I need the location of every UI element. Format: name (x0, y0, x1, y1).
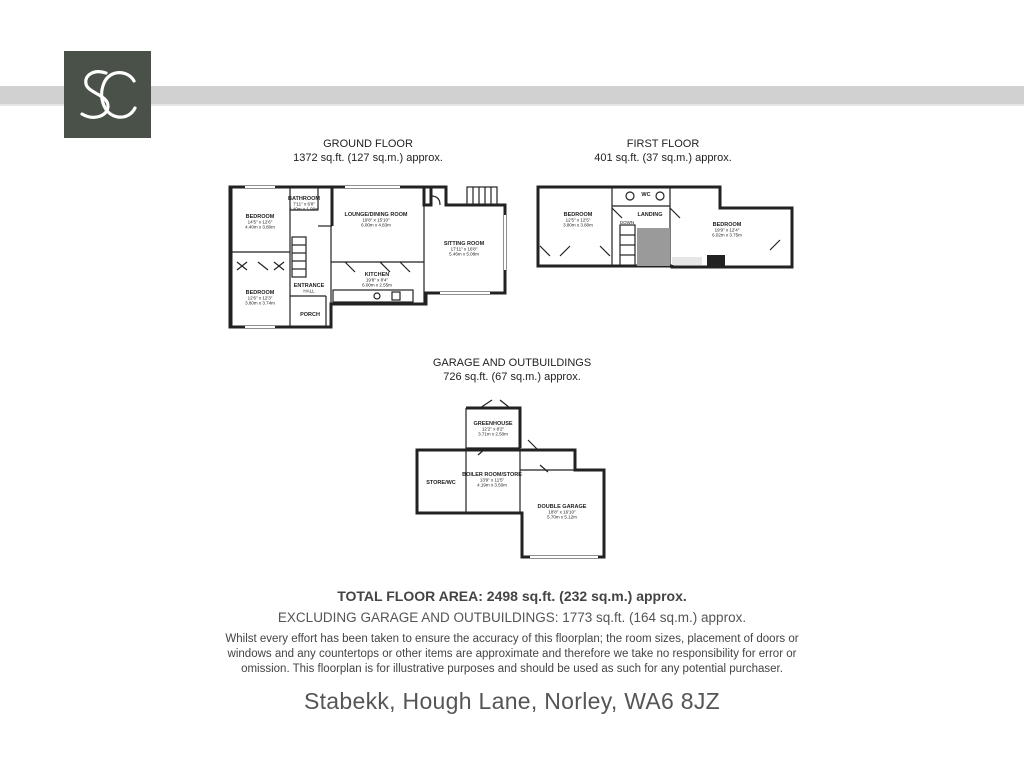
room-name: BATHROOM (288, 196, 320, 202)
disclaimer-line: Whilst every effort has been taken to ensure the accuracy of this floorplan; the room sizes, placement of doors or (225, 633, 799, 645)
room-dimensions-imperial: 7'11" x 6'8" (293, 201, 315, 207)
room-name: BEDROOM (245, 214, 275, 220)
room-dimensions-metric: 5.46m x 5.08m (449, 251, 479, 257)
room-dimensions-imperial: 13'9" x 11'5" (479, 477, 505, 483)
room-dimensions-imperial: 12'5" x 12'5" (565, 217, 591, 223)
room-dimensions-imperial: 12'2" x 8'2" (481, 426, 505, 432)
room-name: BEDROOM (712, 222, 742, 228)
room-name: ENTRANCE (293, 283, 325, 289)
disclaimer (200, 632, 824, 677)
room-dimensions-imperial: 18'8" x 16'10" (548, 509, 576, 515)
room-name: SITTING ROOM (443, 241, 485, 247)
room-dimensions-metric: 6.00m x 4.83m (361, 222, 391, 228)
room-name: BOILER ROOM/STORE (462, 472, 522, 478)
garage-area: 726 sq.ft. (67 sq.m.) approx. (443, 371, 581, 383)
room-name: KITCHEN (364, 272, 390, 278)
room-dimensions-imperial: 12'6" x 12'3" (247, 295, 273, 301)
room-name: BEDROOM (563, 212, 593, 218)
room-name: WC (641, 192, 651, 198)
ground-floor-plan (230, 187, 505, 327)
first-floor-title: FIRST FLOOR (626, 138, 700, 150)
room-dimensions-metric: 2.40m x 1.99m (289, 206, 319, 212)
room-dimensions-metric: 5.70m x 5.12m (547, 514, 577, 520)
room-name: LOUNGE/DINING ROOM (344, 212, 408, 218)
excluding-garage-area: EXCLUDING GARAGE AND OUTBUILDINGS: 1773 sq.ft. (164 sq.m.) approx. (277, 610, 747, 625)
room-dimensions-imperial: 19'8" x 8'4" (365, 277, 389, 283)
room-name: LANDING (637, 212, 663, 218)
room-name: STORE/WC (426, 480, 456, 486)
room-dimensions-metric: 3.80m x 3.80m (563, 222, 593, 228)
ground-floor-title: GROUND FLOOR (323, 138, 413, 150)
room-dimensions-metric: 6.00m x 2.55m (362, 282, 392, 288)
room-dimensions-metric: 4.40m x 3.80m (245, 224, 275, 230)
room-name: GREENHOUSE (473, 421, 513, 427)
disclaimer-line: omission. This floorplan is for illustrative purposes and should be used as such for any potential purchaser. (241, 663, 783, 675)
disclaimer-line: windows and any countertops or other items are approximate and therefore we take no responsibility for error or (227, 648, 797, 660)
room-dimensions-metric: 3.71m x 2.50m (478, 431, 508, 437)
room-dimensions-imperial: HALL (303, 288, 315, 294)
room-dimensions-metric: 4.19m x 3.50m (477, 482, 507, 488)
property-address: Stabekk, Hough Lane, Norley, WA6 8JZ (303, 688, 721, 714)
stair-direction-label: DOWN (619, 220, 635, 225)
room-dimensions-metric: 3.80m x 3.74m (245, 300, 275, 306)
room-name: DOUBLE GARAGE (537, 504, 587, 510)
room-name: PORCH (300, 312, 320, 318)
first-floor-area: 401 sq.ft. (37 sq.m.) approx. (594, 152, 732, 164)
ground-floor-area: 1372 sq.ft. (127 sq.m.) approx. (293, 152, 443, 164)
room-dimensions-imperial: 14'5" x 12'6" (247, 219, 273, 225)
room-dimensions-imperial: 19'9" x 12'4" (714, 227, 740, 233)
garage-title: GARAGE AND OUTBUILDINGS (432, 357, 592, 369)
room-dimensions-metric: 6.02m x 3.75m (712, 232, 742, 238)
room-dimensions-imperial: 17'11" x 16'8" (450, 246, 478, 252)
total-floor-area: TOTAL FLOOR AREA: 2498 sq.ft. (232 sq.m.) approx. (337, 588, 687, 604)
room-dimensions-imperial: 19'8" x 15'10" (362, 217, 390, 223)
room-name: BEDROOM (245, 290, 275, 296)
